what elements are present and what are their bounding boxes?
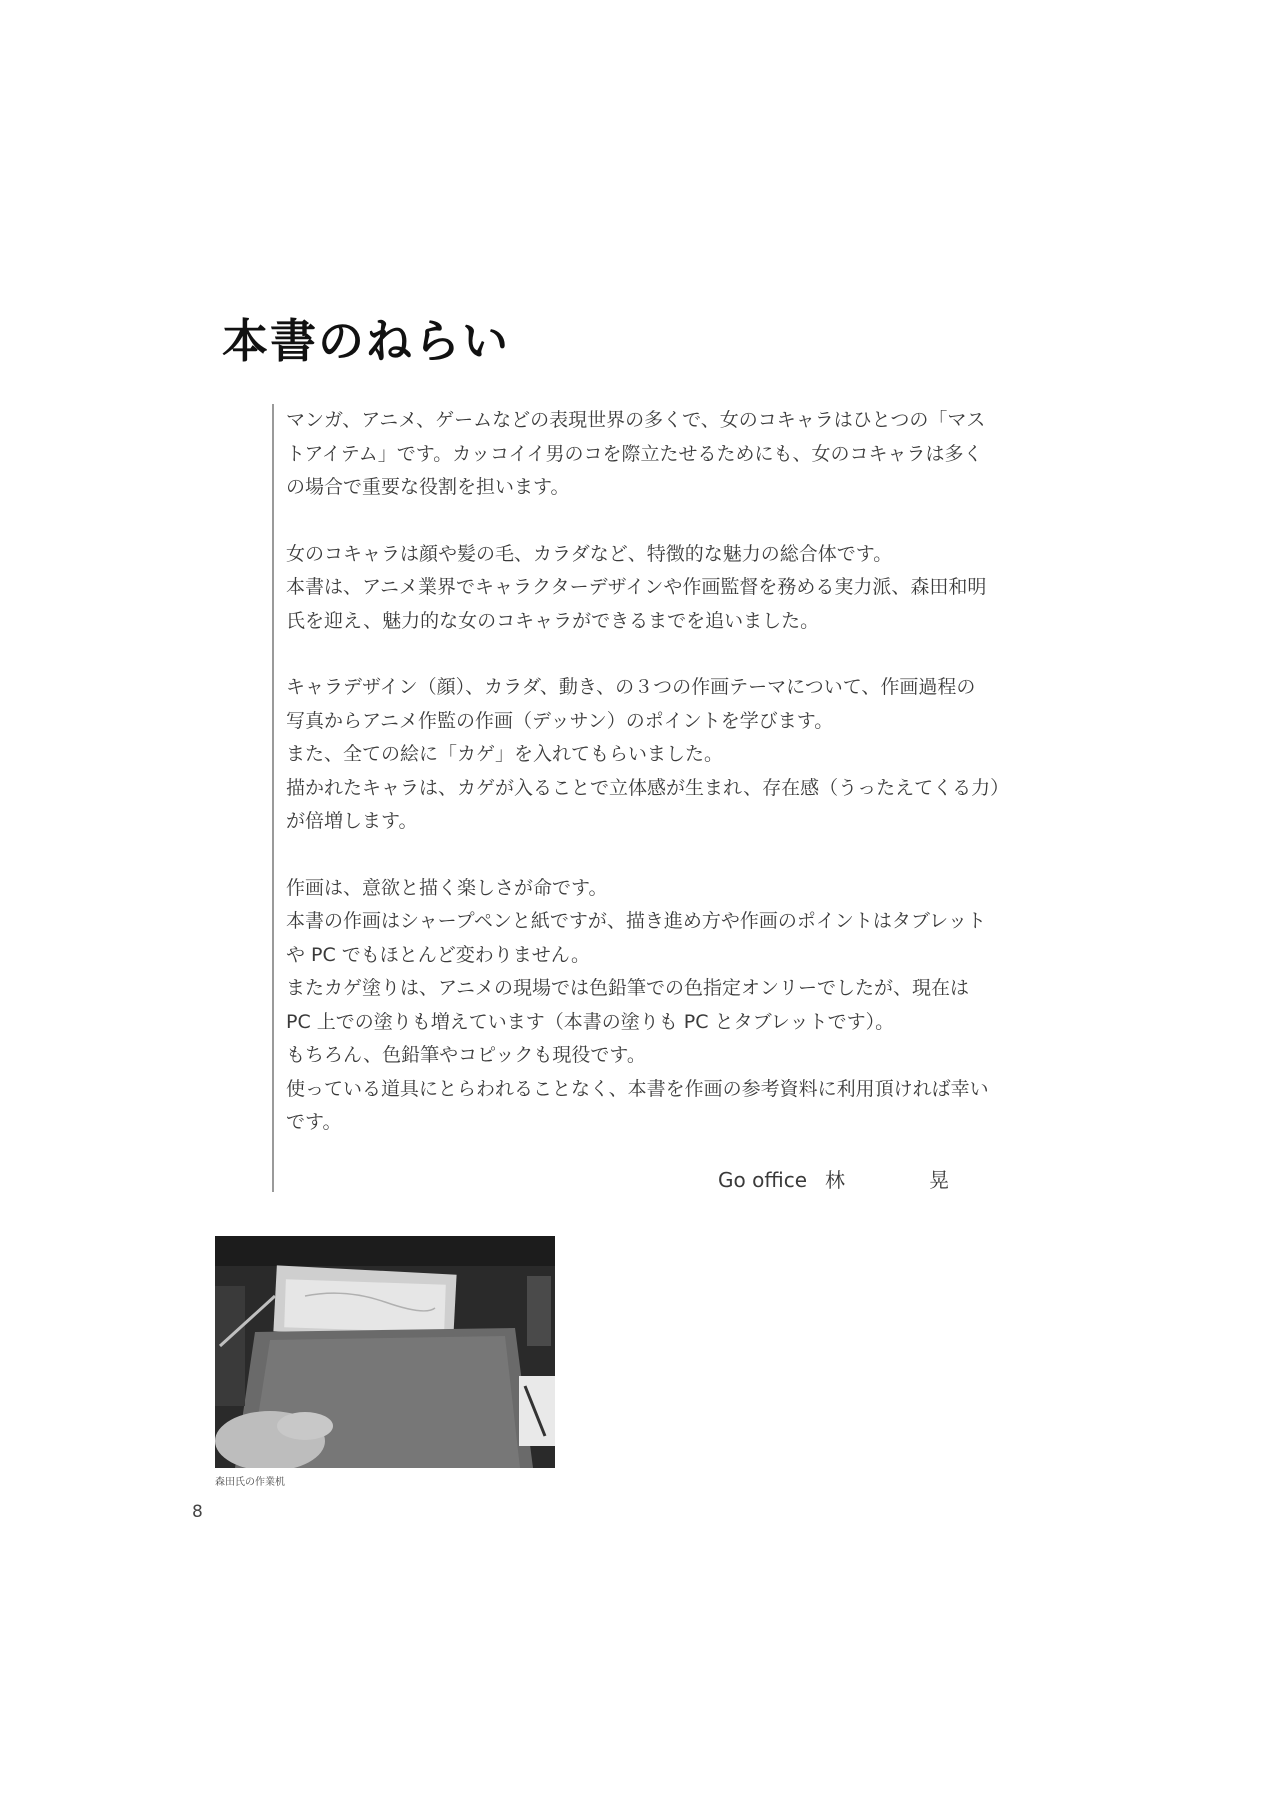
signature-org: Go office xyxy=(718,1168,807,1192)
signature xyxy=(274,1164,981,1193)
paragraph xyxy=(286,538,996,639)
text-line: 本書は、アニメ業界でキャラクターデザインや作画監督を務める実力派、森田和明 xyxy=(286,576,987,598)
photo-caption: 森田氏の作業机 xyxy=(215,1477,285,1488)
text-line: の場合で重要な役割を担います。 xyxy=(286,476,570,498)
text-line: 本書の作画はシャープペンと紙ですが、描き進め方や作画のポイントはタブレット xyxy=(286,910,986,932)
text-line: トアイテム」です。カッコイイ男のコを際立たせるためにも、女のコキャラは多く xyxy=(286,442,983,465)
text-line: マンガ、アニメ、ゲームなどの表現世界の多くで、女のコキャラはひとつの「マス xyxy=(286,409,986,431)
body-text-block xyxy=(272,404,1010,1192)
paragraph xyxy=(286,872,996,1140)
text-line: 氏を迎え、魅力的な女のコキャラができるまでを追いました。 xyxy=(286,609,820,632)
text-line: またカゲ塗りは、アニメの現場では色鉛筆での色指定オンリーでしたが、現在は xyxy=(286,977,970,999)
text-line: 写真からアニメ作監の作画（デッサン）のポイントを学びます。 xyxy=(286,709,834,732)
signature-name: 林 晃 xyxy=(825,1168,981,1192)
text-line: 女のコキャラは顔や髪の毛、カラダなど、特徴的な魅力の総合体です。 xyxy=(286,542,893,565)
text-line: もちろん、色鉛筆やコピックも現役です。 xyxy=(286,1044,646,1066)
page-title: 本書のねらい xyxy=(222,314,510,368)
text-line: 作画は、意欲と描く楽しさが命です。 xyxy=(286,876,608,899)
desk-photo xyxy=(215,1236,555,1468)
text-line: です。 xyxy=(286,1111,342,1133)
text-line: PC 上での塗りも増えています（本書の塗りも PC とタブレットです）。 xyxy=(286,1010,895,1033)
text-line: や PC でもほとんど変わりません。 xyxy=(286,943,590,966)
paragraph xyxy=(286,671,1010,839)
page-number: 8 xyxy=(192,1502,203,1522)
text-line: キャラデザイン（顔）、カラダ、動き、の３つの作画テーマについて、作画過程の xyxy=(286,676,976,698)
paragraph xyxy=(286,404,996,505)
text-line: また、全ての絵に「カゲ」を入れてもらいました。 xyxy=(286,743,724,765)
text-line: 使っている道具にとらわれることなく、本書を作画の参考資料に利用頂ければ幸い xyxy=(286,1077,989,1100)
text-line: が倍増します。 xyxy=(286,810,418,832)
text-line: 描かれたキャラは、カゲが入ることで立体感が生まれ、存在感（うったえてくる力） xyxy=(286,776,1010,799)
